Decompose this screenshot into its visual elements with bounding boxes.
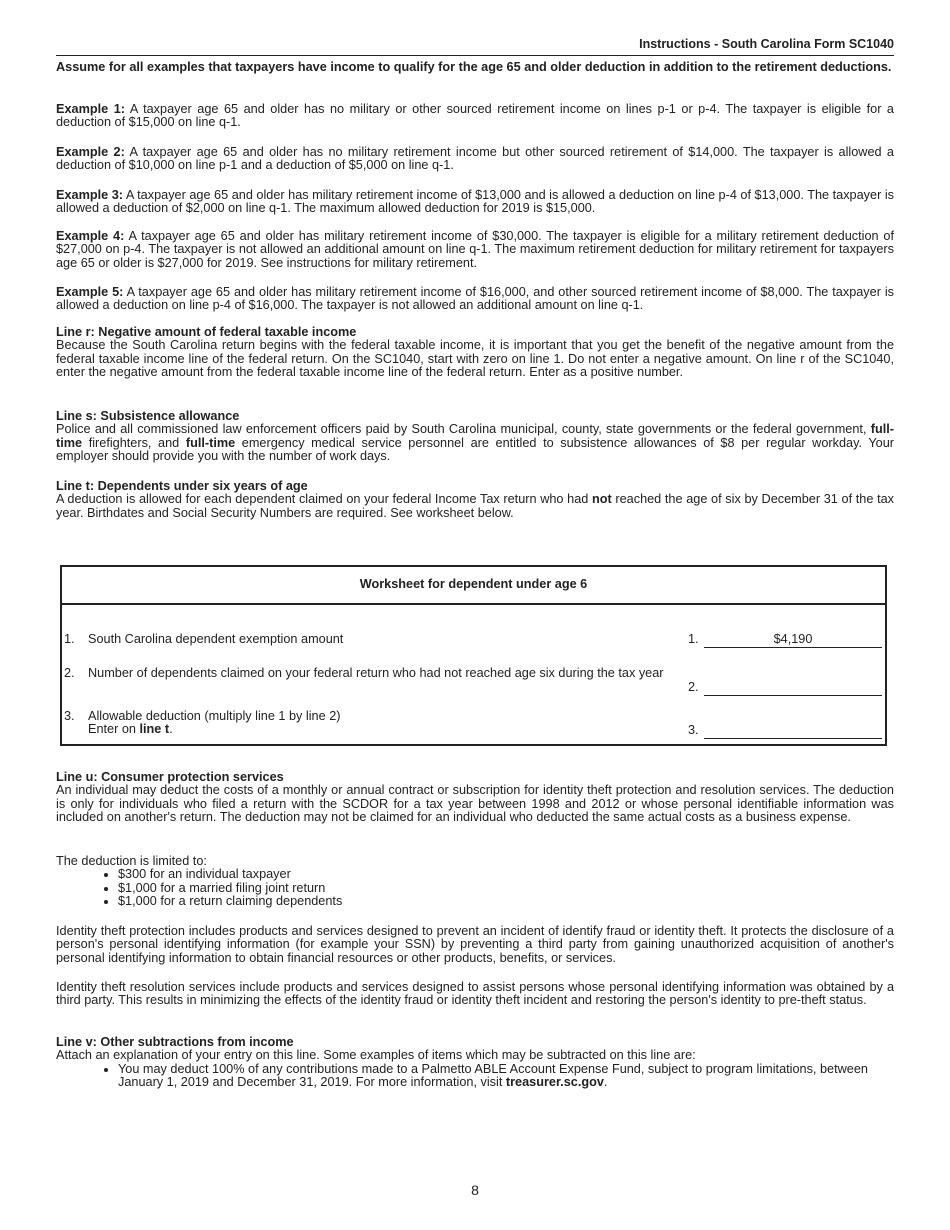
- line-label: 1.: [688, 632, 699, 646]
- section-text: [56, 423, 894, 463]
- text: emergency medical service personnel are entitled to subsistence allowances of $8 per regular workday. Your employer should provide you with the number of work days.: [56, 435, 895, 464]
- row-text: South Carolina dependent exemption amount: [88, 632, 344, 646]
- example-label: Example 4:: [56, 229, 125, 243]
- example-label: Example 3:: [56, 188, 124, 202]
- example-1: [56, 103, 894, 130]
- example-text: A taxpayer age 65 and older has no military retirement income but other sourced retirement of $14,000. The taxpayer is allowed a deduction of $10,000 on line p-1 and a deduction of $5,000 on line q-1.: [56, 145, 894, 173]
- dependent-worksheet: [60, 565, 887, 746]
- identity-resolution-text: Identity theft resolution services include products and services designed to assist persons whose personal identifying information was obtained by a third party. This results in minimizing the effects of the identity fraud or identity theft incident and restoring the person's identity to pre-theft status.: [56, 980, 894, 1008]
- example-text: A taxpayer age 65 and older has military retirement income of $13,000 and is allowed a deduction on line p-4 of $13,000. The taxpayer is allowed a deduction of $2,000 on line q-1. The maximum allowed deduction for 2019 is $15,000.: [56, 188, 894, 216]
- deduction-limits: [56, 855, 894, 909]
- emphasis: full-time: [185, 435, 236, 450]
- section-line-r: [56, 326, 894, 380]
- text: reached the age of six by December 31 of the tax year. Birthdates and Social Security Numbers are required. See worksheet below.: [56, 492, 894, 520]
- example-2: [56, 146, 894, 173]
- section-heading: Line r: Negative amount of federal taxable income: [56, 325, 357, 339]
- row-number: 3.: [64, 709, 75, 723]
- section-text: Attach an explanation of your entry on this line. Some examples of items which may be subtracted on this line are:: [56, 1048, 696, 1063]
- limits-list: [56, 868, 894, 908]
- row-text: [88, 710, 678, 737]
- page-number: 8: [471, 1182, 479, 1198]
- section-line-u: [56, 771, 894, 825]
- subtractions-list: [56, 1063, 894, 1090]
- text: firefighters, and: [82, 435, 186, 450]
- section-line-t: [56, 480, 894, 520]
- example-4: [56, 230, 894, 270]
- assumption-note: Assume for all examples that taxpayers have income to qualify for the age 65 and older deduction in addition to the retirement deductions.: [56, 60, 892, 74]
- example-label: Example 2:: [56, 145, 125, 159]
- text: .: [169, 722, 173, 737]
- text: Allowable deduction (multiply line 1 by line 2): [88, 709, 341, 723]
- list-item: • $1,000 for a return claiming dependents: [118, 895, 894, 908]
- limits-intro: The deduction is limited to:: [56, 854, 207, 868]
- emphasis: full-time: [56, 422, 894, 450]
- running-header: Instructions - South Carolina Form SC1040: [639, 37, 894, 51]
- header-rule: [56, 55, 894, 56]
- example-text: A taxpayer age 65 and older has military retirement income of $30,000. The taxpayer is eligible for a military retirement deduction of $27,000 on p-4. The taxpayer is not allowed an additional amount on line q-1. The maximum retirement deduction for military retirement for taxpayers age 65 or older is $27,000 for 2019. See instructions for military retirement.: [56, 229, 895, 270]
- section-text: An individual may deduct the costs of a monthly or annual contract or subscription for identity theft protection and resolution services. The deduction is only for individuals who filed a return with the SCDOR for a tax year between 1998 and 2012 or whose personal identifiable information was included on another's return. The deduction may not be claimed for an individual who deducted the same actual costs as a business expense.: [56, 783, 894, 825]
- text: .: [603, 1075, 608, 1090]
- emphasis: line t: [139, 722, 170, 737]
- example-text: A taxpayer age 65 and older has no military or other sourced retirement income on lines p-1 or p-4. The taxpayer is eligible for a deduction of $15,000 on line q-1.: [56, 102, 894, 130]
- example-5: [56, 286, 894, 313]
- row-number: 1.: [64, 632, 75, 646]
- allowable-deduction-field[interactable]: [704, 724, 882, 739]
- text: A deduction is allowed for each dependent claimed on your federal Income Tax return who had: [56, 492, 592, 507]
- amount-field[interactable]: $4,190: [704, 633, 882, 648]
- example-label: Example 5:: [56, 285, 124, 299]
- list-item: • $300 for an individual taxpayer: [118, 868, 894, 881]
- dependents-count-field[interactable]: [704, 681, 882, 696]
- section-line-s: [56, 410, 894, 464]
- treasurer-link[interactable]: treasurer.sc.gov: [505, 1075, 604, 1090]
- section-text: [56, 493, 894, 520]
- example-label: Example 1:: [56, 102, 125, 116]
- list-item: [118, 1063, 894, 1090]
- list-item: • $1,000 for a married filing joint return: [118, 882, 894, 895]
- example-3: [56, 189, 894, 216]
- emphasis: not: [591, 492, 612, 507]
- text: You may deduct 100% of any contributions made to a Palmetto ABLE Account Expense Fund, subject to program limitations, between January 1, 2019 and December 31, 2019. For more information, visit: [118, 1061, 868, 1090]
- section-heading: Line u: Consumer protection services: [56, 770, 284, 784]
- section-heading: Line v: Other subtractions from income: [56, 1035, 294, 1049]
- text: Enter on: [88, 722, 140, 737]
- worksheet-title: Worksheet for dependent under age 6: [62, 567, 885, 605]
- text: Police and all commissioned law enforcement officers paid by South Carolina municipal, county, state governments or the federal government,: [56, 422, 871, 437]
- section-heading: Line s: Subsistence allowance: [56, 409, 240, 423]
- section-text: Because the South Carolina return begins with the federal taxable income, it is important that you get the benefit of the negative amount from the federal taxable income line of the federal return. On the SC1040, start with zero on line 1. Do not enter a negative amount. On line r of the SC1040, enter the negative amount from the federal taxable income line of the federal return. Enter as a positive number.: [56, 338, 894, 380]
- section-heading: Line t: Dependents under six years of age: [56, 479, 308, 493]
- row-text: Number of dependents claimed on your federal return who had not reached age six during the tax year: [88, 666, 664, 680]
- line-label: 2.: [688, 680, 699, 694]
- section-line-v: [56, 1036, 894, 1090]
- line-label: 3.: [688, 723, 699, 737]
- identity-protection-text: Identity theft protection includes products and services designed to prevent an incident of identify fraud or identity theft. It protects the disclosure of a person's personal identifying information (for example your SSN) by preventing a third party from gaining unauthorized acquisition of another's personal identifying information to obtain financial resources or other products, benefits, or services.: [56, 924, 894, 965]
- example-text: A taxpayer age 65 and older has military retirement income of $16,000, and other sourced retirement income of $8,000. The taxpayer is allowed a deduction on line p-4 of $16,000. The taxpayer is not allowed an additional amount on line q-1.: [56, 285, 895, 313]
- row-number: 2.: [64, 666, 75, 680]
